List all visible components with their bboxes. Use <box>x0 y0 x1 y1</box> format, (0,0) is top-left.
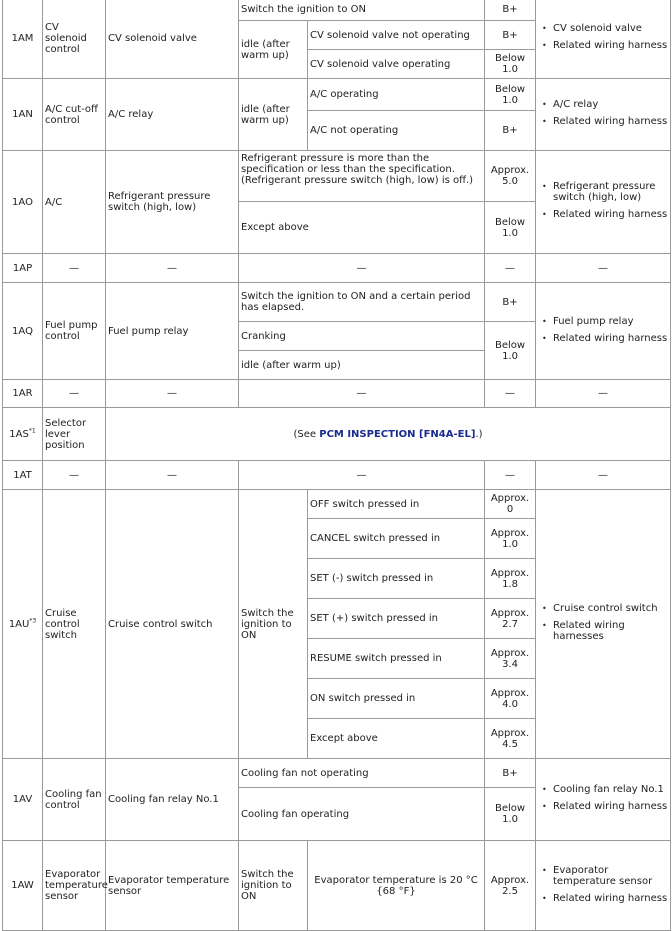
signal-name-cell: Cruise control switch <box>43 490 106 759</box>
inspection-item: • Related wiring harnesses <box>553 620 668 642</box>
signal-name-cell: Evaporator temperature sensor <box>43 841 106 931</box>
inspection-item: • Cooling fan relay No.1 <box>553 784 668 795</box>
signal-name-cell: A/C <box>43 151 106 254</box>
voltage-cell: Approx. 3.4 <box>485 639 536 679</box>
reference-prefix: (See <box>293 428 320 440</box>
empty-cell: — <box>239 461 485 490</box>
terminal-cell: 1AQ <box>3 283 43 380</box>
voltage-cell: B+ <box>485 759 536 788</box>
empty-cell: — <box>485 380 536 408</box>
terminal-label: 1AS <box>9 428 29 440</box>
voltage-cell: Approx. 5.0 <box>485 151 536 202</box>
empty-cell: — <box>43 380 106 408</box>
sub-condition-cell: CV solenoid valve operating <box>308 50 485 79</box>
condition-cell: Except above <box>239 202 485 254</box>
sub-condition-cell: OFF switch pressed in <box>308 490 485 519</box>
footnote-mark: *1 <box>28 427 36 435</box>
inspection-cell <box>536 283 671 380</box>
inspection-list <box>538 181 668 220</box>
signal-name-cell: CV solenoid control <box>43 0 106 79</box>
empty-cell: — <box>239 254 485 283</box>
empty-cell: — <box>536 254 671 283</box>
connected-to-cell: Cooling fan relay No.1 <box>106 759 239 841</box>
sub-condition-cell: CANCEL switch pressed in <box>308 519 485 559</box>
voltage-cell: Below 1.0 <box>485 202 536 254</box>
signal-name-cell: Fuel pump control <box>43 283 106 380</box>
voltage-cell: Approx. 2.5 <box>485 841 536 931</box>
inspection-list <box>538 603 668 642</box>
inspection-item: • Related wiring harness <box>553 893 668 904</box>
condition-cell: idle (after warm up) <box>239 79 308 151</box>
terminal-cell <box>3 408 43 461</box>
inspection-list <box>538 23 668 51</box>
empty-cell: — <box>485 254 536 283</box>
inspection-item: • Related wiring harness <box>553 333 668 344</box>
condition-cell: Switch the ignition to ON <box>239 0 485 21</box>
empty-cell: — <box>43 461 106 490</box>
condition-cell: Switch the ignition to ON <box>239 490 308 759</box>
pcm-inspection-link[interactable]: PCM INSPECTION [FN4A-EL] <box>319 428 476 440</box>
terminal-cell: 1AW <box>3 841 43 931</box>
sub-condition-cell: ON switch pressed in <box>308 679 485 719</box>
inspection-cell <box>536 490 671 759</box>
terminal-cell: 1AM <box>3 0 43 79</box>
voltage-cell: B+ <box>485 283 536 322</box>
sub-condition-cell: CV solenoid valve not operating <box>308 21 485 50</box>
empty-cell: — <box>485 461 536 490</box>
signal-name-cell: Cooling fan control <box>43 759 106 841</box>
empty-cell: — <box>106 254 239 283</box>
voltage-cell: B+ <box>485 111 536 151</box>
terminal-cell: 1AO <box>3 151 43 254</box>
inspection-item: • Related wiring harness <box>553 40 668 51</box>
sub-condition-cell: A/C operating <box>308 79 485 111</box>
inspection-cell <box>536 151 671 254</box>
table-row <box>3 283 671 322</box>
terminal-cell: 1AV <box>3 759 43 841</box>
table-row <box>3 0 671 21</box>
inspection-item: • Evaporator temperature sensor <box>553 865 668 887</box>
inspection-list <box>538 865 668 904</box>
inspection-cell <box>536 841 671 931</box>
table-row <box>3 151 671 202</box>
connected-to-cell: Evaporator temperature sensor <box>106 841 239 931</box>
inspection-item: • CV solenoid valve <box>553 23 668 34</box>
terminal-cell <box>3 490 43 759</box>
table-row <box>3 380 671 408</box>
condition-cell: Cooling fan not operating <box>239 759 485 788</box>
voltage-cell: Below 1.0 <box>485 322 536 380</box>
inspection-item: • Related wiring harness <box>553 209 668 220</box>
inspection-list <box>538 99 668 127</box>
table-row <box>3 490 671 519</box>
voltage-cell: Below 1.0 <box>485 79 536 111</box>
voltage-cell: Approx. 0 <box>485 490 536 519</box>
table-row <box>3 841 671 931</box>
footnote-mark: *3 <box>29 617 37 625</box>
connected-to-cell: A/C relay <box>106 79 239 151</box>
condition-cell: idle (after warm up) <box>239 21 308 79</box>
inspection-cell <box>536 759 671 841</box>
voltage-cell: Approx. 4.5 <box>485 719 536 759</box>
sub-condition-cell: RESUME switch pressed in <box>308 639 485 679</box>
connected-to-cell: CV solenoid valve <box>106 0 239 79</box>
voltage-cell: Approx. 2.7 <box>485 599 536 639</box>
inspection-list <box>538 784 668 812</box>
table-row <box>3 79 671 111</box>
empty-cell: — <box>106 380 239 408</box>
connected-to-cell: Cruise control switch <box>106 490 239 759</box>
condition-cell: Switch the ignition to ON and a certain period has elapsed. <box>239 283 485 322</box>
signal-name-cell: Selector lever position <box>43 408 106 461</box>
connected-to-cell: Refrigerant pressure switch (high, low) <box>106 151 239 254</box>
terminal-cell: 1AT <box>3 461 43 490</box>
terminal-voltage-table <box>2 0 671 931</box>
empty-cell: — <box>43 254 106 283</box>
table-row <box>3 408 671 461</box>
empty-cell: — <box>536 380 671 408</box>
condition-cell: Refrigerant pressure is more than the specification or less than the specification. (Refrigerant pressure switch (high, low) is off.) <box>239 151 485 202</box>
inspection-item: • Fuel pump relay <box>553 316 668 327</box>
inspection-cell <box>536 79 671 151</box>
condition-cell: idle (after warm up) <box>239 351 485 380</box>
terminal-cell: 1AP <box>3 254 43 283</box>
voltage-cell: Below 1.0 <box>485 788 536 841</box>
condition-cell: Switch the ignition to ON <box>239 841 308 931</box>
inspection-item: • Refrigerant pressure switch (high, low) <box>553 181 668 203</box>
sub-condition-cell: SET (-) switch pressed in <box>308 559 485 599</box>
signal-name-cell: A/C cut-off control <box>43 79 106 151</box>
voltage-cell: Approx. 4.0 <box>485 679 536 719</box>
reference-cell <box>106 408 671 461</box>
inspection-item: • Cruise control switch <box>553 603 668 614</box>
table-row <box>3 254 671 283</box>
terminal-label: 1AU <box>8 618 30 630</box>
empty-cell: — <box>239 380 485 408</box>
inspection-list <box>538 316 668 344</box>
table-row <box>3 461 671 490</box>
sub-condition-cell: SET (+) switch pressed in <box>308 599 485 639</box>
sub-condition-cell: Except above <box>308 719 485 759</box>
table-row <box>3 759 671 788</box>
terminal-cell: 1AR <box>3 380 43 408</box>
condition-cell: Cranking <box>239 322 485 351</box>
sub-condition-cell: Evaporator temperature is 20 °C {68 °F} <box>308 841 485 931</box>
connected-to-cell: Fuel pump relay <box>106 283 239 380</box>
terminal-cell: 1AN <box>3 79 43 151</box>
inspection-item: • A/C relay <box>553 99 668 110</box>
inspection-cell <box>536 0 671 79</box>
sub-condition-cell: A/C not operating <box>308 111 485 151</box>
reference-suffix: .) <box>475 428 483 440</box>
voltage-cell: Approx. 1.8 <box>485 559 536 599</box>
condition-cell: Cooling fan operating <box>239 788 485 841</box>
voltage-cell: B+ <box>485 0 536 21</box>
voltage-cell: Approx. 1.0 <box>485 519 536 559</box>
voltage-cell: B+ <box>485 21 536 50</box>
inspection-item: • Related wiring harness <box>553 116 668 127</box>
voltage-cell: Below 1.0 <box>485 50 536 79</box>
empty-cell: — <box>536 461 671 490</box>
empty-cell: — <box>106 461 239 490</box>
inspection-item: • Related wiring harness <box>553 801 668 812</box>
